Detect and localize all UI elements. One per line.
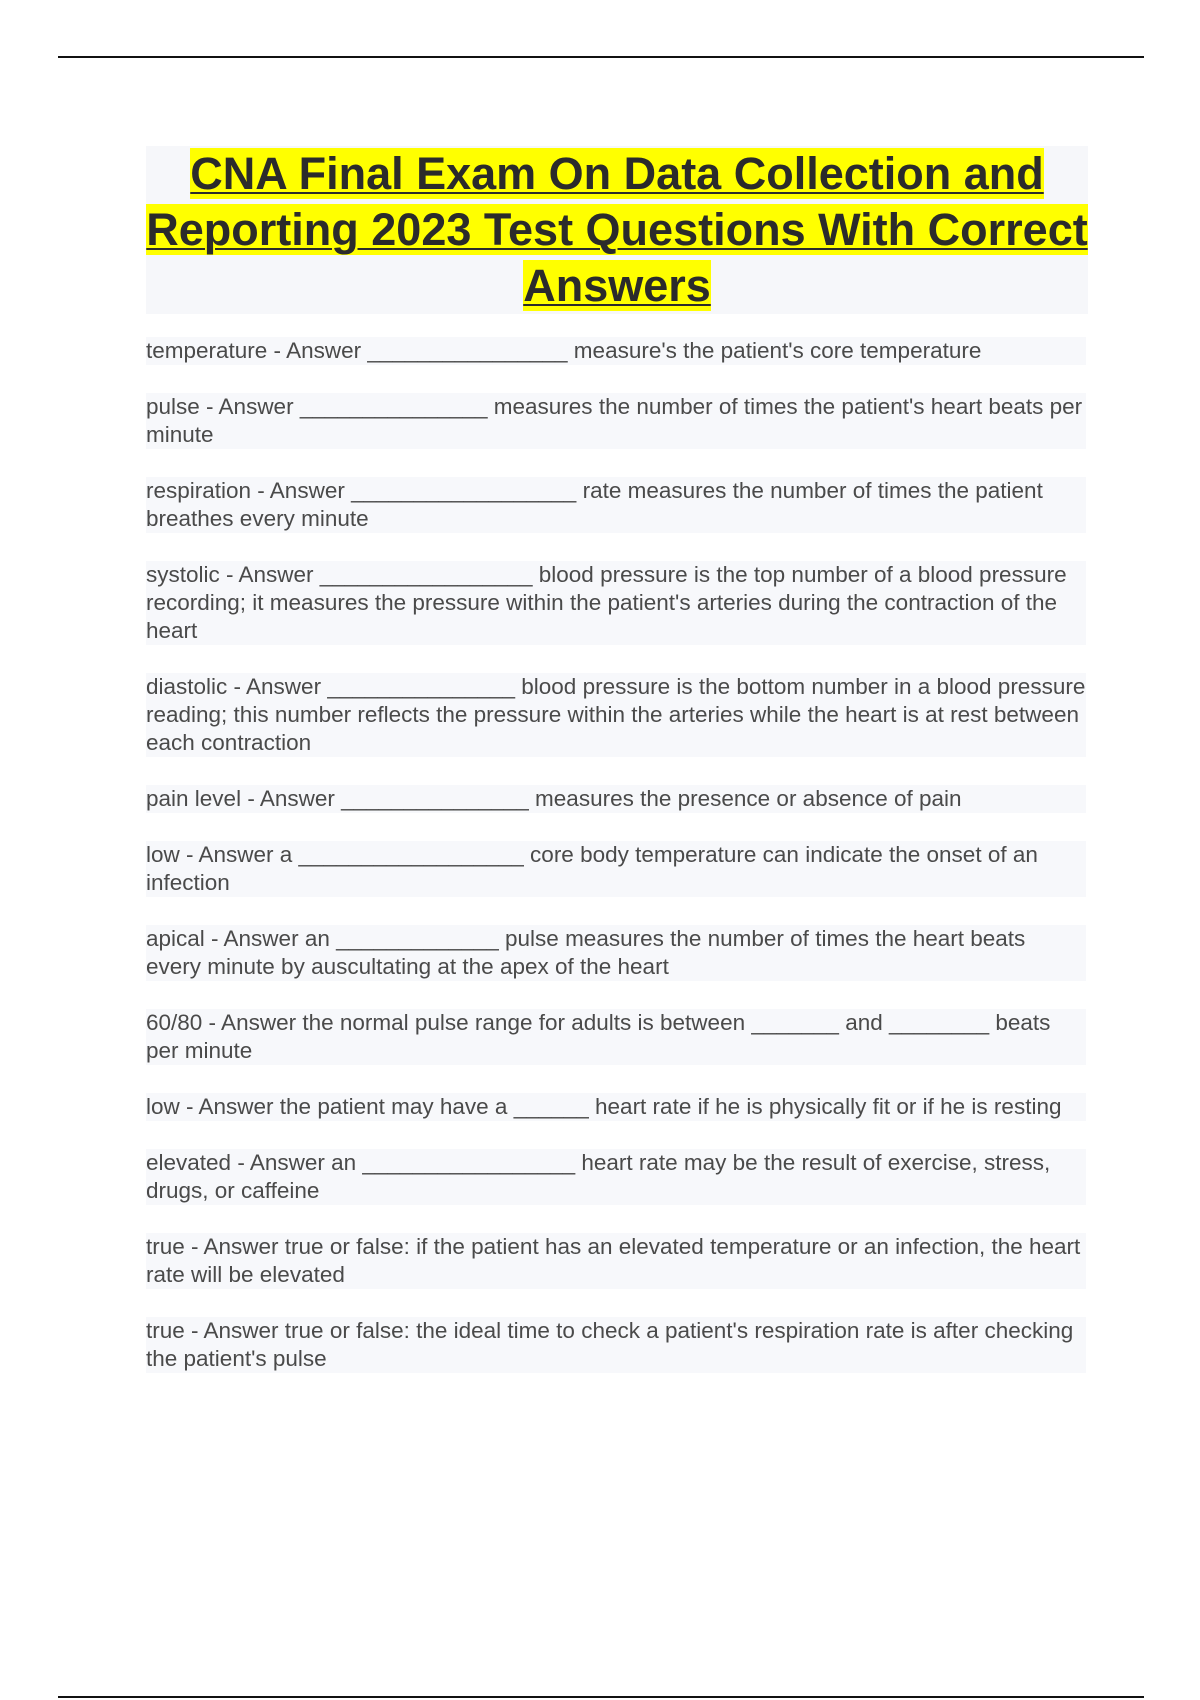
qa-item: 60/80 - Answer the normal pulse range for adults is between _______ and ________ beats per minute: [146, 1009, 1086, 1065]
qa-item: temperature - Answer ________________ measure's the patient's core temperature: [146, 337, 1086, 365]
qa-item: pulse - Answer _______________ measures the number of times the patient's heart beats per minute: [146, 393, 1086, 449]
qa-item: low - Answer a __________________ core body temperature can indicate the onset of an infection: [146, 841, 1086, 897]
qa-item: pain level - Answer _______________ measures the presence or absence of pain: [146, 785, 1086, 813]
page-title-text: CNA Final Exam On Data Collection and Reporting 2023 Test Questions With Correct Answers: [146, 148, 1088, 311]
page-title: [146, 146, 1088, 314]
qa-item: elevated - Answer an _________________ heart rate may be the result of exercise, stress, drugs, or caffeine: [146, 1149, 1086, 1205]
qa-item: true - Answer true or false: if the patient has an elevated temperature or an infection, the heart rate will be elevated: [146, 1233, 1086, 1289]
top-rule: [58, 56, 1144, 58]
qa-list: [146, 337, 1086, 1373]
qa-item: respiration - Answer __________________ rate measures the number of times the patient breathes every minute: [146, 477, 1086, 533]
qa-item: low - Answer the patient may have a ______ heart rate if he is physically fit or if he is resting: [146, 1093, 1086, 1121]
title-block: [146, 146, 1088, 314]
bottom-rule: [58, 1696, 1144, 1698]
qa-item: apical - Answer an _____________ pulse measures the number of times the heart beats every minute by auscultating at the apex of the heart: [146, 925, 1086, 981]
qa-item: systolic - Answer _________________ blood pressure is the top number of a blood pressure recording; it measures the pressure within the patient's arteries during the contraction of the heart: [146, 561, 1086, 645]
qa-item: true - Answer true or false: the ideal time to check a patient's respiration rate is after checking the patient's pulse: [146, 1317, 1086, 1373]
qa-item: diastolic - Answer _______________ blood pressure is the bottom number in a blood pressure reading; this number reflects the pressure within the arteries while the heart is at rest between each contraction: [146, 674, 1086, 755]
